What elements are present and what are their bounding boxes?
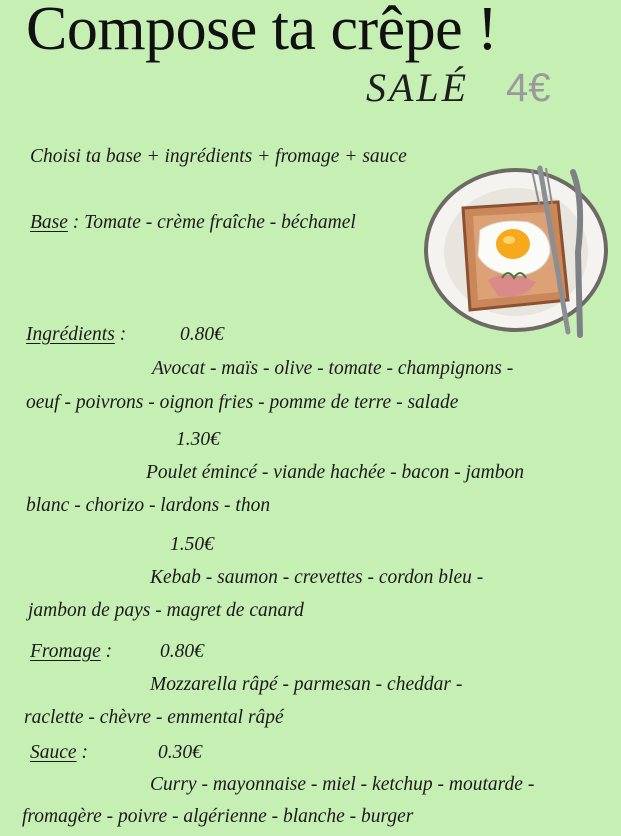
fromage-label: Fromage — [30, 641, 101, 662]
ingredients-list-3: Kebab - saumon - crevettes - cordon bleu - — [150, 567, 484, 588]
ingredients-list-1: oeuf - poivrons - oignon fries - pomme de terre - salade — [26, 392, 459, 413]
ingredients-label: Ingrédients — [26, 324, 115, 345]
base-options: : Tomate - crème fraîche - béchamel — [67, 212, 356, 233]
sauce-price: 0.30€ — [158, 742, 202, 763]
fromage-list: Mozzarella râpé - parmesan - cheddar - — [150, 674, 463, 695]
fromage-list: raclette - chèvre - emmental râpé — [24, 707, 284, 728]
fromage-heading: Fromage : — [30, 641, 113, 662]
sauce-heading: Sauce : — [30, 742, 88, 763]
sauce-label: Sauce — [30, 742, 77, 763]
base-label: Base — [30, 212, 68, 233]
page-title: Compose ta crêpe ! — [26, 0, 498, 63]
ingredients-price-3: 1.50€ — [170, 534, 214, 555]
ingredients-list-2: Poulet émincé - viande hachée - bacon - jambon — [146, 462, 524, 483]
ingredients-list-2: blanc - chorizo - lardons - thon — [26, 495, 271, 516]
base-price: 4€ — [506, 66, 551, 110]
fromage-price: 0.80€ — [160, 641, 204, 662]
ingredients-list-1: Avocat - maïs - olive - tomate - champignons - — [152, 358, 514, 379]
intro-text: Choisi ta base + ingrédients + fromage + sauce — [30, 146, 407, 167]
ingredients-heading: Ingrédients : — [26, 324, 127, 345]
ingredients-price-2: 1.30€ — [176, 429, 220, 450]
category-label: SALÉ — [366, 65, 470, 110]
crepe-plate-icon — [418, 160, 618, 340]
sauce-list: Curry - mayonnaise - miel - ketchup - moutarde - — [150, 774, 535, 795]
sauce-list: fromagère - poivre - algérienne - blanche - burger — [22, 806, 414, 827]
base-row — [30, 212, 356, 234]
ingredients-list-3: jambon de pays - magret de canard — [28, 600, 304, 621]
ingredients-price-1: 0.80€ — [180, 324, 224, 345]
